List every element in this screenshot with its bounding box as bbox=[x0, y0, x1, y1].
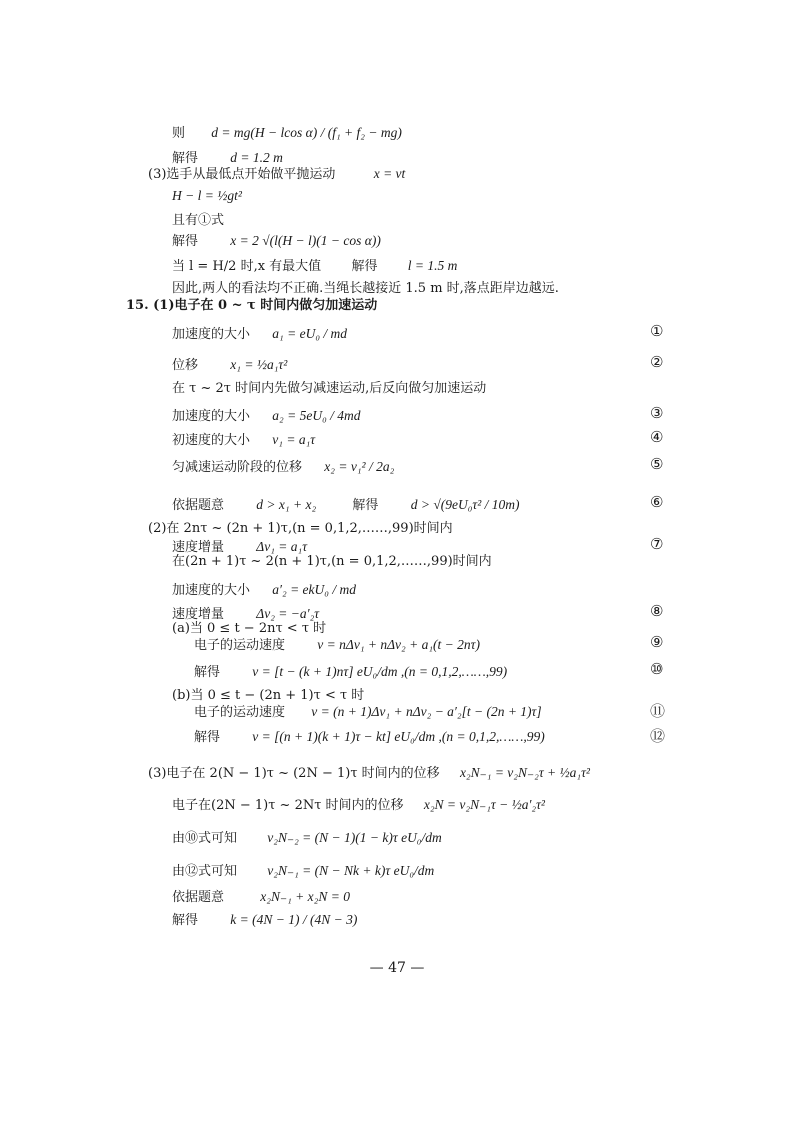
formula: d > x₁ + x₂ bbox=[256, 497, 317, 512]
text-line bbox=[172, 863, 434, 880]
line-text: 15. (1)电子在 0 ~ τ 时间内做匀加速运动 bbox=[126, 298, 378, 313]
formula: l = 1.5 m bbox=[407, 258, 458, 273]
formula-line bbox=[194, 664, 507, 681]
line-label: 电子的运动速度 bbox=[194, 705, 286, 720]
line-text: (a)当 0 ≤ t − 2nτ < τ 时 bbox=[172, 621, 327, 636]
line-label: 解得 bbox=[194, 665, 221, 680]
formula: v = [(n + 1)(k + 1)τ − kt] eU₀/dm ,(n = 0,1,2,……,99) bbox=[252, 729, 545, 744]
formula-line bbox=[172, 912, 357, 929]
formula-line bbox=[172, 326, 347, 343]
equation-number: ② bbox=[650, 353, 664, 371]
formula-line bbox=[172, 125, 402, 142]
line-label: 加速度的大小 bbox=[172, 409, 251, 424]
line-label: 加速度的大小 bbox=[172, 327, 251, 342]
formula: x₂N₋₁ + x₂N = 0 bbox=[260, 889, 350, 904]
line-text: 在(2n + 1)τ ~ 2(n + 1)τ,(n = 0,1,2,……,99)时间内 bbox=[172, 554, 492, 569]
text-line bbox=[172, 281, 559, 297]
question-heading bbox=[126, 298, 377, 314]
line-text: 且有①式 bbox=[172, 213, 225, 228]
line-label: 解得 bbox=[172, 151, 199, 166]
line-text: (2)在 2nτ ~ (2n + 1)τ,(n = 0,1,2,……,99)时间内 bbox=[148, 521, 453, 536]
line-label: 速度增量 bbox=[172, 540, 225, 555]
line-text: 电子在(2N − 1)τ ~ 2Nτ 时间内的位移 bbox=[172, 798, 404, 813]
line-label: 解得 bbox=[351, 259, 378, 274]
formula-line bbox=[172, 889, 350, 906]
text-line bbox=[172, 830, 442, 847]
formula: a₁ = eU₀ / md bbox=[272, 326, 348, 341]
formula-line bbox=[194, 729, 545, 746]
formula: x₂N₋₁ = v₂N₋₂τ + ½a₁τ² bbox=[459, 765, 590, 780]
line-text: 因此,两人的看法均不正确.当绳长越接近 1.5 m 时,落点距岸边越远. bbox=[172, 281, 559, 296]
equation-number: ⑥ bbox=[650, 493, 664, 511]
formula-line bbox=[172, 408, 361, 425]
line-label: 则 bbox=[172, 126, 186, 141]
equation-number: ④ bbox=[650, 428, 664, 446]
formula-line bbox=[172, 432, 315, 449]
formula-line bbox=[172, 497, 520, 514]
formula: x₂ = v₁² / 2a₂ bbox=[324, 459, 395, 474]
formula: v = nΔv₁ + nΔv₂ + a₁(t − 2nτ) bbox=[317, 637, 480, 652]
line-label: 依据题意 bbox=[172, 890, 225, 905]
line-text: 在 τ ~ 2τ 时间内先做匀减速运动,后反向做匀加速运动 bbox=[172, 381, 487, 396]
formula-line bbox=[172, 233, 381, 250]
formula-line bbox=[172, 459, 394, 476]
text-line bbox=[148, 521, 453, 537]
line-label: 位移 bbox=[172, 358, 199, 373]
formula: v₁ = a₁τ bbox=[272, 432, 316, 447]
text-line bbox=[148, 166, 405, 183]
formula-line bbox=[194, 704, 542, 721]
line-label: 解得 bbox=[194, 730, 221, 745]
formula-line bbox=[172, 188, 242, 205]
formula-line bbox=[172, 582, 356, 599]
formula: a′₂ = ekU₀ / md bbox=[272, 582, 356, 597]
equation-number: ⑦ bbox=[650, 535, 664, 553]
line-text: (3)选手从最低点开始做平抛运动 bbox=[148, 167, 336, 182]
formula: d = mg(H − lcos α) / (f₁ + f₂ − mg) bbox=[211, 125, 402, 140]
formula-line bbox=[172, 357, 287, 374]
line-text: 由⑫式可知 bbox=[172, 864, 238, 879]
equation-number: ⑤ bbox=[650, 455, 664, 473]
text-line bbox=[172, 688, 364, 704]
equation-number: ① bbox=[650, 322, 664, 340]
formula: H − l = ½gt² bbox=[172, 188, 242, 203]
text-line bbox=[172, 621, 326, 637]
equation-number: ⑧ bbox=[650, 602, 664, 620]
line-label: 速度增量 bbox=[172, 607, 225, 622]
text-line bbox=[172, 797, 545, 814]
line-label: 解得 bbox=[172, 913, 199, 928]
formula: v₂N₋₂ = (N − 1)(1 − k)τ eU₀/dm bbox=[267, 830, 442, 845]
formula: x₂N = v₂N₋₁τ − ½a′₂τ² bbox=[423, 797, 545, 812]
equation-number: ⑪ bbox=[650, 702, 666, 720]
formula: x = 2 √(l(H − l)(1 − cos α)) bbox=[230, 233, 381, 248]
equation-number: ⑩ bbox=[650, 660, 664, 678]
formula: Δv₂ = −a′₂τ bbox=[256, 606, 320, 621]
page-number: — 47 — bbox=[369, 960, 425, 976]
formula: v₂N₋₁ = (N − Nk + k)τ eU₀/dm bbox=[267, 863, 435, 878]
formula: v = (n + 1)Δv₁ + nΔv₂ − a′₂[t − (2n + 1)τ] bbox=[311, 704, 542, 719]
formula: v = [t − (k + 1)nτ] eU₀/dm ,(n = 0,1,2,……,99) bbox=[252, 664, 508, 679]
line-label: 匀减速运动阶段的位移 bbox=[172, 460, 303, 475]
line-label: 解得 bbox=[352, 498, 379, 513]
formula: x₁ = ½a₁τ² bbox=[230, 357, 288, 372]
line-text: 当 l = H/2 时,x 有最大值 bbox=[172, 259, 322, 274]
line-label: 解得 bbox=[172, 234, 199, 249]
formula: Δv₁ = a₁τ bbox=[256, 539, 308, 554]
formula: a₂ = 5eU₀ / 4md bbox=[272, 408, 361, 423]
line-text: 由⑩式可知 bbox=[172, 831, 238, 846]
line-label: 依据题意 bbox=[172, 498, 225, 513]
formula: d = 1.2 m bbox=[230, 150, 283, 165]
formula-line bbox=[194, 637, 480, 654]
equation-number: ⑫ bbox=[650, 727, 666, 745]
equation-number: ③ bbox=[650, 404, 664, 422]
formula-line bbox=[172, 150, 283, 167]
line-label: 电子的运动速度 bbox=[194, 638, 286, 653]
formula: x = vt bbox=[373, 166, 406, 181]
text-line bbox=[172, 381, 486, 397]
text-line bbox=[148, 765, 590, 782]
text-line bbox=[172, 213, 224, 229]
text-line bbox=[172, 258, 457, 275]
formula: k = (4N − 1) / (4N − 3) bbox=[230, 912, 358, 927]
text-line bbox=[172, 554, 492, 570]
equation-number: ⑨ bbox=[650, 633, 664, 651]
line-label: 加速度的大小 bbox=[172, 583, 251, 598]
line-label: 初速度的大小 bbox=[172, 433, 251, 448]
line-text: (3)电子在 2(N − 1)τ ~ (2N − 1)τ 时间内的位移 bbox=[148, 766, 440, 781]
line-text: (b)当 0 ≤ t − (2n + 1)τ < τ 时 bbox=[172, 688, 365, 703]
formula: d > √(9eU₀τ² / 10m) bbox=[410, 497, 520, 512]
